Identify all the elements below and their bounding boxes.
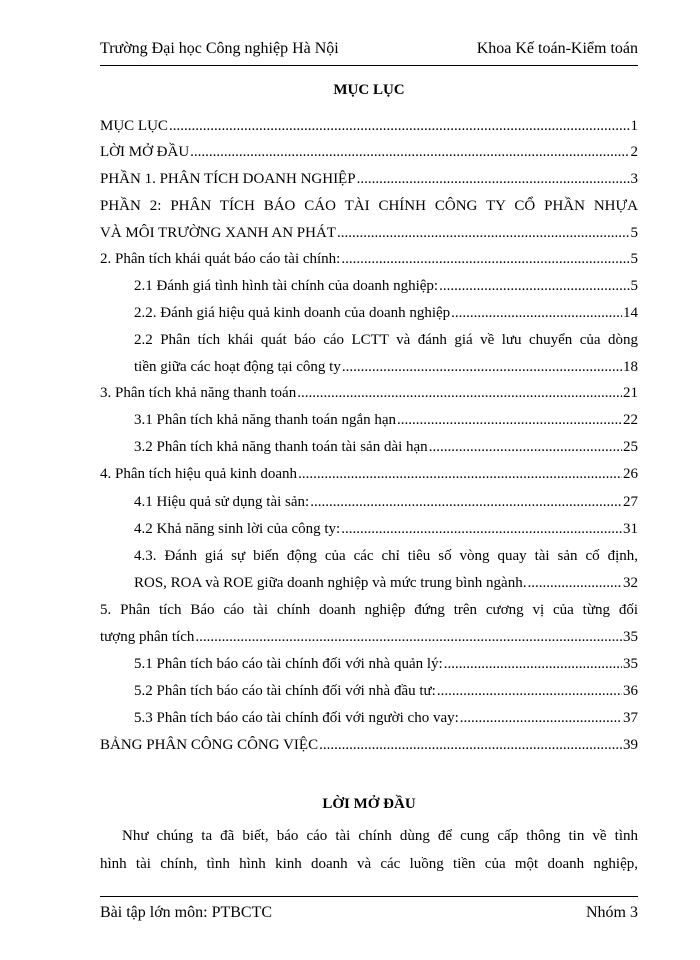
page-header — [100, 40, 638, 58]
toc-entry-text: 3.1 Phân tích khả năng thanh toán ngắn hạn — [134, 412, 397, 428]
page-footer — [100, 904, 638, 922]
toc-entry-text: ROS, ROA và ROE giữa doanh nghiệp và mức trung bình ngành. — [134, 575, 527, 591]
toc-entry[interactable] — [100, 116, 638, 136]
toc-leader — [319, 735, 622, 755]
toc-leader — [297, 383, 622, 403]
toc-entry[interactable] — [134, 519, 638, 539]
toc-entry[interactable] — [100, 600, 638, 647]
toc-entry-text: PHẦN 1. PHÂN TÍCH DOANH NGHIỆP — [100, 171, 356, 187]
paragraph-line: hình tài chính, tình hình kinh doanh và các luồng tiền của một doanh nghiệp, — [100, 856, 638, 872]
paragraph-line: Như chúng ta đã biết, báo cáo tài chính dùng để cung cấp thông tin về tình — [122, 828, 638, 844]
toc-leader — [341, 519, 622, 539]
toc-entry[interactable] — [100, 383, 638, 403]
toc-entry-text-line1: PHẦN 2: PHÂN TÍCH BÁO CÁO TÀI CHÍNH CÔNG TY CỔ PHẦN NHỰA — [100, 198, 638, 214]
toc-page-number: 5 — [630, 251, 638, 267]
toc-leader — [337, 223, 630, 243]
toc-entry-text-line1: 2.2 Phân tích khái quát báo cáo LCTT và đánh giá về lưu chuyển của dòng — [134, 332, 638, 348]
toc-page-number: 25 — [623, 439, 638, 455]
toc-leader — [195, 627, 622, 647]
toc-page-number: 21 — [623, 385, 638, 401]
toc-page-number: 37 — [623, 710, 638, 726]
toc-leader — [437, 681, 622, 701]
toc-entry-text: 4.1 Hiệu quả sử dụng tài sản: — [134, 494, 310, 510]
toc-leader — [429, 437, 622, 457]
toc-leader — [169, 116, 630, 136]
toc-entry-text: 5.3 Phân tích báo cáo tài chính đối với người cho vay: — [134, 710, 459, 726]
toc-entry-text: 3.2 Phân tích khả năng thanh toán tài sản dài hạn — [134, 439, 428, 455]
toc-leader — [310, 492, 622, 512]
toc-entry[interactable] — [134, 410, 638, 430]
toc-page-number: 35 — [623, 629, 638, 645]
toc-leader — [397, 410, 622, 430]
toc-entry-text-line1: 5. Phân tích Báo cáo tài chính doanh nghiệp đứng trên cương vị của từng đối — [100, 602, 638, 618]
toc-leader — [527, 573, 622, 593]
header-faculty: Khoa Kế toán-Kiểm toán — [476, 40, 638, 57]
toc-title: MỤC LỤC — [333, 82, 405, 98]
toc-page-number: 14 — [623, 305, 638, 321]
toc-page-number: 26 — [623, 466, 638, 482]
toc-entry-text: LỜI MỞ ĐẦU — [100, 144, 190, 160]
toc-page-number: 18 — [623, 359, 638, 375]
toc-leader — [342, 357, 622, 377]
toc-entry-text: VÀ MÔI TRƯỜNG XANH AN PHÁT — [100, 225, 336, 241]
toc-entry[interactable] — [100, 196, 638, 243]
toc-page-number: 32 — [623, 575, 638, 591]
footer-group: Nhóm 3 — [586, 904, 638, 921]
toc-entry-text: 2.1 Đánh giá tình hình tài chính của doanh nghiệp: — [134, 278, 439, 294]
toc-entry-text: 3. Phân tích khả năng thanh toán — [100, 385, 297, 401]
toc-entry-text: 2. Phân tích khái quát báo cáo tài chính: — [100, 251, 341, 267]
toc-entry[interactable] — [134, 437, 638, 457]
toc-entry-text: 5.2 Phân tích báo cáo tài chính đối với nhà đầu tư: — [134, 683, 436, 699]
toc-leader — [460, 708, 622, 728]
header-university: Trường Đại học Công nghiệp Hà Nội — [100, 40, 339, 57]
toc-entry-text-line1: 4.3. Đánh giá sự biến động của các chỉ tiêu số vòng quay tài sản cố định, — [134, 548, 638, 564]
footer-divider — [100, 896, 638, 897]
toc-entry[interactable] — [134, 330, 638, 377]
toc-page-number: 36 — [623, 683, 638, 699]
toc-page-number: 5 — [630, 225, 638, 241]
toc-page-number: 3 — [630, 171, 638, 187]
toc-leader — [298, 464, 622, 484]
toc-leader — [439, 276, 629, 296]
toc-leader — [444, 654, 622, 674]
toc-entry[interactable] — [100, 169, 638, 189]
toc-entry[interactable] — [134, 303, 638, 323]
toc-entry[interactable] — [134, 276, 638, 296]
toc-entry[interactable] — [100, 142, 638, 162]
toc-entry-text: tượng phân tích — [100, 629, 195, 645]
toc-entry[interactable] — [134, 708, 638, 728]
toc-leader — [357, 169, 630, 189]
toc-page-number: 39 — [623, 737, 638, 753]
toc-leader — [341, 249, 629, 269]
toc-entry[interactable] — [100, 464, 638, 484]
toc-entry-text: 2.2. Đánh giá hiệu quả kinh doanh của doanh nghiệp — [134, 305, 451, 321]
body-paragraph — [100, 822, 638, 878]
toc-entry-text: tiền giữa các hoạt động tại công ty — [134, 359, 341, 375]
toc-entry-text: 5.1 Phân tích báo cáo tài chính đối với nhà quản lý: — [134, 656, 443, 672]
toc-page-number: 2 — [630, 144, 638, 160]
toc-leader — [190, 142, 629, 162]
section-title: LỜI MỞ ĐẦU — [322, 796, 416, 812]
toc-entry[interactable] — [134, 654, 638, 674]
toc-entry[interactable] — [134, 546, 638, 593]
toc-entry-text: 4.2 Khả năng sinh lời của công ty: — [134, 521, 341, 537]
toc-page-number: 22 — [623, 412, 638, 428]
toc-entry-text: 4. Phân tích hiệu quả kinh doanh — [100, 466, 298, 482]
toc-page-number: 35 — [623, 656, 638, 672]
toc-entry[interactable] — [134, 492, 638, 512]
toc-entry[interactable] — [134, 681, 638, 701]
header-divider — [100, 65, 638, 66]
toc-entry-text: MỤC LỤC — [100, 118, 168, 134]
toc-entry-text: BẢNG PHÂN CÔNG CÔNG VIỆC — [100, 737, 319, 753]
toc-page-number: 27 — [623, 494, 638, 510]
toc-page-number: 5 — [630, 278, 638, 294]
toc-page-number: 1 — [630, 118, 638, 134]
footer-course: Bài tập lớn môn: PTBCTC — [100, 904, 273, 921]
toc-page-number: 31 — [623, 521, 638, 537]
toc-entry[interactable] — [100, 735, 638, 755]
toc-leader — [451, 303, 622, 323]
toc-entry[interactable] — [100, 249, 638, 269]
